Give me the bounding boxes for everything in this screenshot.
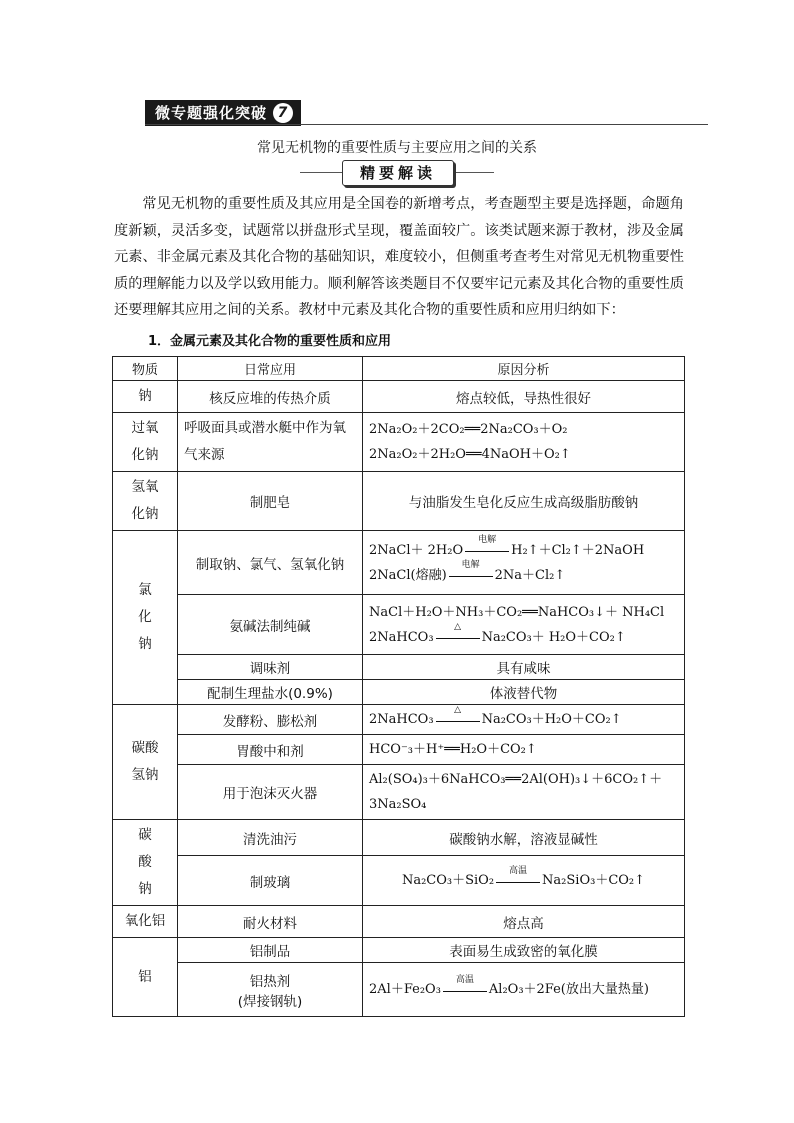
substance-cell: 钠	[113, 381, 178, 413]
use-cell: 配制生理盐水(0.9%)	[178, 680, 363, 705]
use-cell: 制肥皂	[178, 472, 363, 531]
reaction-arrow	[443, 974, 487, 997]
use-cell: 发酵粉、膨松剂	[178, 705, 363, 735]
equation: 2Na₂O₂＋2H₂O══4NaOH＋O₂↑	[369, 447, 571, 462]
substance-line: 碳酸	[131, 740, 159, 756]
substance-line: 氯	[138, 582, 152, 598]
use-cell: 呼吸面具或潜水艇中作为氧气来源	[178, 413, 363, 472]
substance-line: 化钠	[131, 447, 159, 463]
substance-line: 氢氧	[131, 479, 159, 495]
table-header-row	[113, 357, 685, 381]
use-cell: 清洗油污	[178, 820, 363, 856]
use-cell: 核反应堆的传热介质	[178, 381, 363, 413]
table-row	[113, 938, 685, 963]
equation-right: H₂↑＋Cl₂↑＋2NaOH	[511, 542, 645, 558]
equation-left: 2NaCl＋ 2H₂O	[369, 542, 464, 558]
use-cell: 铝制品	[178, 938, 363, 963]
table-row	[113, 531, 685, 595]
substance-line: 钠	[138, 881, 152, 897]
reason-cell: 具有咸味	[363, 655, 685, 680]
equation-left: 2NaHCO₃	[369, 712, 434, 727]
reason-cell	[363, 531, 685, 595]
banner-box	[145, 100, 301, 126]
equation-right: Na₂CO₃＋H₂O＋CO₂↑	[481, 712, 622, 727]
header-use: 日常应用	[178, 357, 363, 381]
use-cell: 调味剂	[178, 655, 363, 680]
reason-cell: 熔点较低，导热性很好	[363, 381, 685, 413]
reason-cell: 与油脂发生皂化反应生成高级脂肪酸钠	[363, 472, 685, 531]
page-title: 常见无机物的重要性质与主要应用之间的关系	[257, 140, 537, 156]
reaction-condition: 电解	[478, 535, 497, 545]
section-label-text: 精要解读	[342, 160, 454, 186]
use-cell: 制玻璃	[178, 856, 363, 906]
substance-line: 化钠	[131, 506, 159, 522]
table-row	[113, 906, 685, 938]
reason-cell: 表面易生成致密的氧化膜	[363, 938, 685, 963]
section-label	[300, 160, 494, 186]
banner-number: 7	[273, 103, 293, 123]
table-row	[113, 963, 685, 1017]
table-row	[113, 765, 685, 820]
substance-cell	[113, 820, 178, 906]
reason-cell: Al₂(SO₄)₃＋6NaHCO₃══2Al(OH)₃↓＋6CO₂↑＋3Na₂SO₄	[363, 765, 685, 820]
reason-cell: 熔点高	[363, 906, 685, 938]
equation	[369, 535, 678, 563]
reason-cell	[363, 705, 685, 735]
equation	[369, 622, 678, 650]
reason-cell: HCO⁻₃＋H⁺══H₂O＋CO₂↑	[363, 735, 685, 765]
equation-right: Na₂CO₃＋ H₂O＋CO₂↑	[481, 629, 626, 645]
table-row	[113, 413, 685, 472]
table-row	[113, 735, 685, 765]
table-row	[113, 856, 685, 906]
reason-cell: 体液替代物	[363, 680, 685, 705]
table-row	[113, 655, 685, 680]
reaction-arrow	[496, 865, 540, 888]
reason-cell	[363, 413, 685, 472]
equation	[369, 560, 678, 588]
reaction-condition: △	[454, 704, 462, 715]
topic-banner	[145, 100, 301, 126]
use-cell	[178, 963, 363, 1017]
substance-cell	[113, 472, 178, 531]
use-cell: 胃酸中和剂	[178, 735, 363, 765]
equation-left: 2Al＋Fe₂O₃	[369, 982, 441, 997]
reaction-condition: 电解	[461, 560, 480, 570]
table-row	[113, 472, 685, 531]
reason-cell	[363, 595, 685, 655]
reason-cell	[363, 856, 685, 906]
reason-cell	[363, 963, 685, 1017]
equation-left: 2NaCl(熔融)	[369, 567, 447, 583]
banner-text: 微专题强化突破	[155, 104, 268, 122]
header-substance: 物质	[113, 357, 178, 381]
substance-line: 钠	[138, 636, 152, 652]
equation-left: Na₂CO₃＋SiO₂	[401, 873, 495, 888]
equation-right: Al₂O₃＋2Fe(放出大量热量)	[488, 982, 649, 997]
use-line: (焊接钢轨)	[237, 993, 303, 1010]
use-cell: 耐火材料	[178, 906, 363, 938]
substance-line: 酸	[138, 854, 152, 870]
substance-line: 氢钠	[131, 767, 159, 783]
table-row	[113, 680, 685, 705]
substance-cell: 铝	[113, 938, 178, 1017]
substance-line: 化	[138, 609, 152, 625]
intro-paragraph	[114, 191, 684, 324]
use-cell: 制取钠、氯气、氢氧化钠	[178, 531, 363, 595]
equation-right: 2Na＋Cl₂↑	[494, 567, 566, 583]
substance-line: 碳	[138, 827, 152, 843]
substance-cell	[113, 531, 178, 705]
header-reason: 原因分析	[363, 357, 685, 381]
reaction-condition: 高温	[509, 865, 528, 876]
use-cell: 氨碱法制纯碱	[178, 595, 363, 655]
equation: 2Na₂O₂＋2CO₂══2Na₂CO₃＋O₂	[369, 422, 568, 437]
table-row	[113, 595, 685, 655]
equation-right: Na₂SiO₃＋CO₂↑	[542, 873, 646, 888]
reaction-arrow	[465, 535, 509, 557]
intro-text: 常见无机物的重要性质及其应用是全国卷的新增考点，考查题型主要是选择题，命题角度新颖，灵活多变，试题常以拼盘形式呈现，覆盖面较广。该类试题来源于教材，涉及金属元素、非金属元素及其化合物的基础知识，难度较小，但侧重考查考生对常见无机物重要性质的理解能力以及学以致用能力。顺利解答该类题目不仅要牢记元素及其化合物的重要性质还要理解其应用之间的关系。教材中元素及其化合物的重要性质和应用归纳如下：	[114, 196, 684, 318]
reason-cell: 碳酸钠水解，溶液显碱性	[363, 820, 685, 856]
table-row	[113, 381, 685, 413]
equation-left: 2NaHCO₃	[369, 629, 434, 645]
use-line: 铝热剂	[249, 973, 291, 990]
reaction-arrow	[436, 704, 480, 727]
reaction-condition: 高温	[455, 974, 474, 985]
substance-cell: 氧化铝	[113, 906, 178, 938]
substance-line: 过氧	[131, 420, 159, 436]
table-row	[113, 820, 685, 856]
use-cell: 用于泡沫灭火器	[178, 765, 363, 820]
table-row	[113, 705, 685, 735]
reaction-arrow	[449, 560, 493, 582]
substance-cell	[113, 705, 178, 820]
subheading: 1．金属元素及其化合物的重要性质和应用	[148, 334, 392, 349]
equation: NaCl＋H₂O＋NH₃＋CO₂══NaHCO₃↓＋ NH₄Cl	[369, 604, 665, 620]
banner-rule	[145, 124, 708, 125]
reaction-condition: △	[454, 622, 462, 632]
properties-table	[112, 356, 685, 1017]
substance-cell	[113, 413, 178, 472]
reaction-arrow	[436, 622, 480, 644]
